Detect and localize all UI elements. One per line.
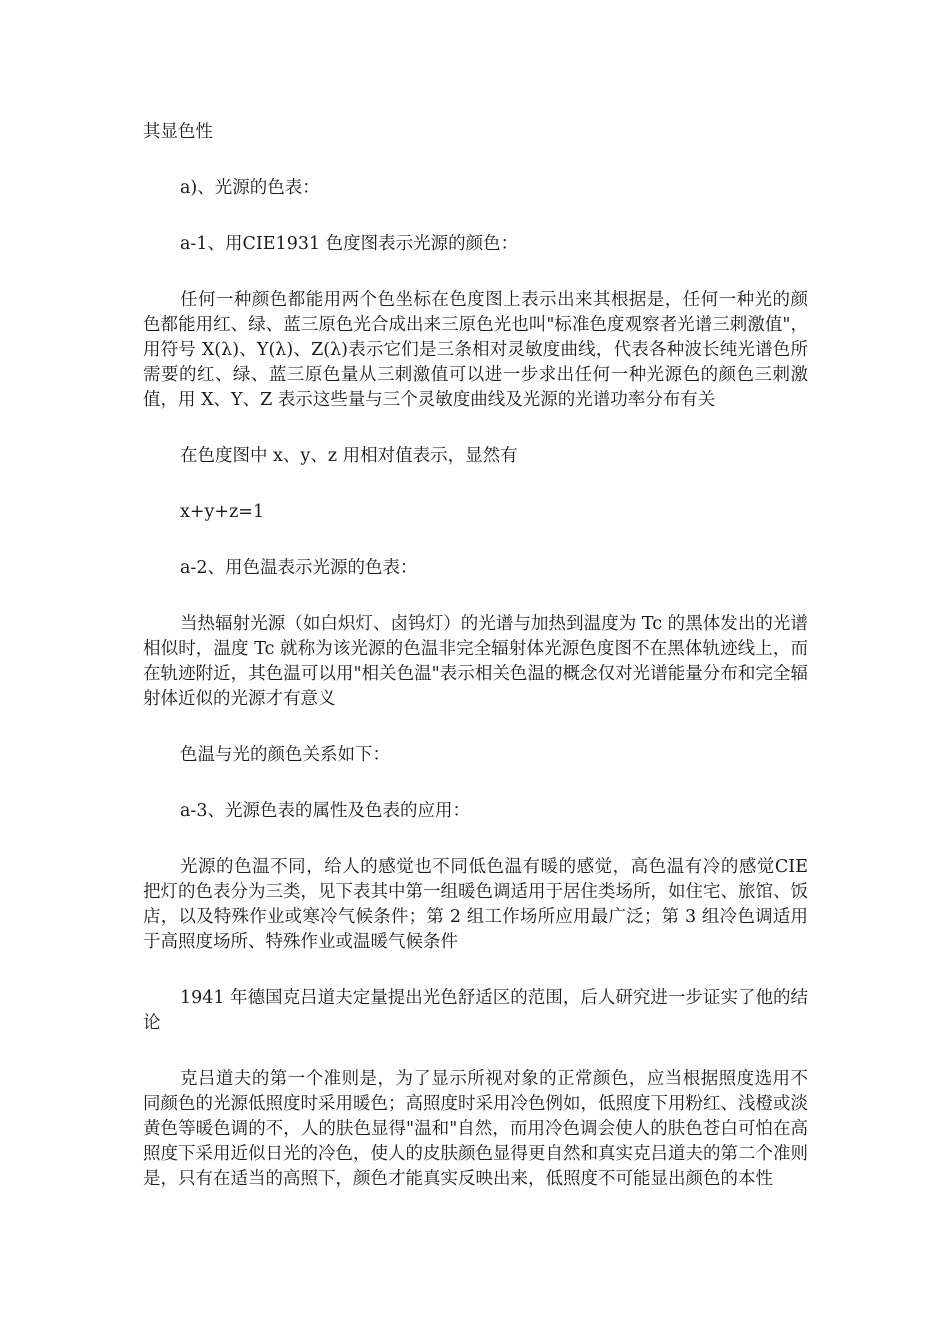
paragraph-kruithof-1941: 1941 年德国克吕道夫定量提出光色舒适区的范围，后人研究进一步证实了他的结论 (143, 988, 808, 1033)
paragraph-color-temperature: 当热辐射光源（如白炽灯、卤钨灯）的光谱与加热到温度为 Tc 的黑体发出的光谱相似时，温度 Tc 就称为该光源的色温非完全辐射体光源色度图不在黑体轨迹线上，而在轨迹附近，其色温可以用"相关色温"表示相关色温的概念仅对光谱能量分布和完全辐射体近似的光源才有意义 (143, 614, 808, 709)
paragraph-temperature-relation: 色温与光的颜色关系如下： (180, 745, 390, 765)
heading-color-appearance: a)、光源的色表： (180, 178, 320, 198)
paragraph-continuation: 其显色性 (143, 122, 213, 142)
paragraph-cie-groups: 光源的色温不同，给人的感觉也不同低色温有暖的感觉，高色温有冷的感觉CIE 把灯的色表分为三类，见下表其中第一组暖色调适用于居住类场所，如住宅、旅馆、饭店，以及特殊作业或寒冷气候条件；第 2 组工作场所应用最广泛；第 3 组冷色调适用于高照度场所、特殊作业或温暖气候条件 (143, 857, 808, 952)
paragraph-kruithof-criteria: 克吕道夫的第一个准则是，为了显示所视对象的正常颜色，应当根据照度选用不同颜色的光源低照度时采用暖色；高照度时采用冷色例如，低照度下用粉红、浅橙或淡黄色等暖色调的不，人的肤色显得"温和"自然，而用冷色调会使人的肤色苍白可怕在高照度下采用近似日光的冷色，使人的皮肤颜色显得更自然和真实克吕道夫的第二个准则是，只有在适当的高照下，颜色才能真实反映出来，低照度不可能显出颜色的本性 (143, 1069, 808, 1189)
document-body (143, 120, 808, 1223)
formula-xyz: x+y+z=1 (180, 502, 265, 522)
heading-color-temperature: a-2、用色温表示光源的色表： (180, 558, 418, 578)
heading-cie1931: a-1、用CIE1931 色度图表示光源的颜色： (180, 234, 519, 254)
paragraph-tristimulus: 任何一种颜色都能用两个色坐标在色度图上表示出来其根据是，任何一种光的颜色都能用红、绿、蓝三原色光合成出来三原色光也叫"标准色度观察者光谱三刺激值"，用符号 X(λ)、Y(λ)、Z(λ)表示它们是三条相对灵敏度曲线，代表各种波长纯光谱色所需要的红、绿、蓝三原色量从三刺激值可以进一步求出任何一种光源色的颜色三刺激值，用 X、Y、Z 表示这些量与三个灵敏度曲线及光源的光谱功率分布有关 (143, 290, 808, 410)
paragraph-relative-values: 在色度图中 x、y、z 用相对值表示，显然有 (180, 446, 518, 466)
heading-color-application: a-3、光源色表的属性及色表的应用： (180, 801, 470, 821)
